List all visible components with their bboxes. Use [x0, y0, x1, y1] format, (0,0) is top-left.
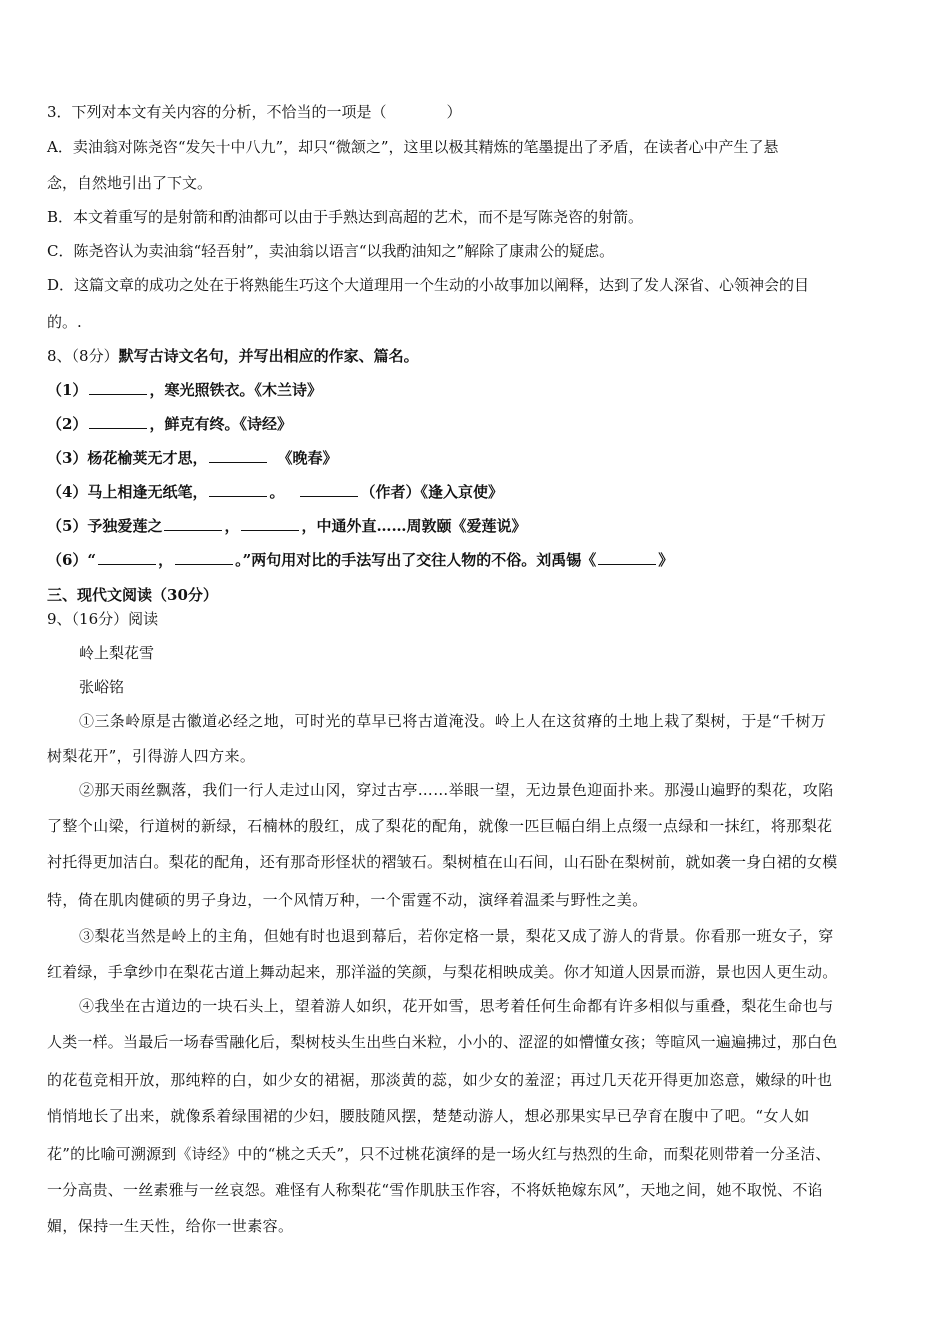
paragraph-1-line1: ①三条岭原是古徽道必经之地，可时光的草早已将古道淹没。岭上人在这贫瘠的土地上栽了梨树，于是“千树万	[79, 712, 827, 730]
answer-blank[interactable]	[209, 482, 267, 497]
q8-item-4: （4）马上相逢无纸笔， 。 （作者）《逢入京使》	[47, 483, 503, 501]
q8-item-5: （5）予独爱莲之 ， ，中通外直……周敦颐《爱莲说》	[47, 517, 527, 535]
paragraph-4-line3: 的花苞竞相开放，那纯粹的白，如少女的裙裾，那淡黄的蕊，如少女的羞涩；再过几天花开得更加恣意，嫩绿的叶也	[47, 1071, 833, 1089]
paragraph-2-line3: 衬托得更加洁白。梨花的配角，还有那奇形怪状的褶皱石。梨树植在山石间，山石卧在梨树前，就如袭一身白裙的女模	[47, 853, 838, 871]
answer-blank[interactable]	[300, 482, 358, 497]
answer-blank[interactable]	[89, 414, 147, 429]
q8-item-1: （1） ，寒光照铁衣。《木兰诗》	[47, 381, 322, 399]
q8-instruction: 默写古诗文名句，并写出相应的作家、篇名。	[118, 347, 419, 365]
answer-blank[interactable]	[598, 550, 656, 565]
paragraph-4-line2: 人类一样。当最后一场春雪融化后，梨树枝头生出些白米粒，小小的、涩涩的如懵懂女孩；等暄风一遍遍拂过，那白色	[47, 1033, 838, 1051]
paragraph-4-line7: 媚，保持一生天性，给你一世素容。	[47, 1217, 294, 1235]
answer-blank[interactable]	[98, 550, 156, 565]
q3-option-c: C．陈尧咨认为卖油翁“轻吾射”，卖油翁以语言“以我酌油知之”解除了康肃公的疑虑。	[47, 242, 615, 260]
q8-item-3: （3）杨花榆荚无才思， 《晚春》	[47, 449, 338, 467]
answer-blank[interactable]	[209, 448, 267, 463]
answer-blank[interactable]	[164, 516, 222, 531]
paragraph-1-line2: 树梨花开”，引得游人四方来。	[47, 747, 256, 765]
q8-score: 8、（8分）	[47, 347, 119, 365]
article-title: 岭上梨花雪	[79, 644, 155, 662]
paragraph-4-line5: 花”的比喻可溯源到《诗经》中的“桃之夭夭”，只不过桃花演绎的是一场火红与热烈的生命，而梨花则带着一分圣洁、	[47, 1145, 831, 1163]
paragraph-4-line1: ④我坐在古道边的一块石头上，望着游人如织，花开如雪，思考着任何生命都有许多相似与重叠，梨花生命也与	[79, 997, 834, 1015]
q3-option-a-line1: A．卖油翁对陈尧咨“发矢十中八九”，却只“微颔之”，这里以极其精炼的笔墨提出了矛盾，在读者心中产生了悬	[47, 138, 779, 156]
q3-option-d-line2: 的。.	[47, 313, 82, 331]
paragraph-2-line2: 了整个山梁，行道树的新绿，石楠林的殷红，成了梨花的配角，就像一匹巨幅白绢上点缀一点绿和一抹红，将那梨花	[47, 817, 833, 835]
q9-stem: 9、（16分）阅读	[47, 610, 159, 628]
q8-item-6: （6）“ ， 。”两句用对比的手法写出了交往人物的不俗。刘禹锡《 》	[47, 551, 674, 569]
q3-option-d-line1: D．这篇文章的成功之处在于将熟能生巧这个大道理用一个生动的小故事加以阐释，达到了发人深省、心领神会的目	[47, 276, 810, 294]
q3-stem: 3．下列对本文有关内容的分析，不恰当的一项是（ ）	[47, 103, 462, 121]
q8-stem	[47, 346, 419, 366]
paragraph-3-line2: 红着绿，手拿纱巾在梨花古道上舞动起来，那洋溢的笑颜，与梨花相映成美。你才知道人因景而游，景也因人更生动。	[47, 963, 838, 981]
paragraph-4-line6: 一分高贵、一丝素雅与一丝哀怨。难怪有人称梨花“雪作肌肤玉作容，不将妖艳嫁东风”，天地之间，她不取悦、不谄	[47, 1181, 823, 1199]
paragraph-4-line4: 悄悄地长了出来，就像系着绿围裙的少妇，腰肢随风摆，楚楚动游人，想必那果实早已孕育在腹中了吧。“女人如	[47, 1107, 810, 1125]
paragraph-3-line1: ③梨花当然是岭上的主角，但她有时也退到幕后，若你定格一景，梨花又成了游人的背景。你看那一班女子，穿	[79, 927, 834, 945]
paragraph-2-line4: 特，倚在肌肉健硕的男子身边，一个风情万种，一个雷霆不动，演绎着温柔与野性之美。	[47, 891, 648, 909]
answer-blank[interactable]	[241, 516, 299, 531]
q3-option-b: B．本文着重写的是射箭和酌油都可以由于手熟达到高超的艺术，而不是写陈尧咨的射箭。	[47, 208, 644, 226]
q8-item-2: （2） ，鲜克有终。《诗经》	[47, 415, 292, 433]
q3-option-a-line2: 念，自然地引出了下文。	[47, 174, 213, 192]
answer-blank[interactable]	[89, 380, 147, 395]
article-author: 张峪铭	[79, 678, 125, 696]
paragraph-2-line1: ②那天雨丝飘落，我们一行人走过山冈，穿过古亭……举眼一望，无边景色迎面扑来。那漫山遍野的梨花，攻陷	[79, 781, 834, 799]
answer-blank[interactable]	[175, 550, 233, 565]
section-3-heading: 三、现代文阅读（30分）	[47, 586, 218, 604]
